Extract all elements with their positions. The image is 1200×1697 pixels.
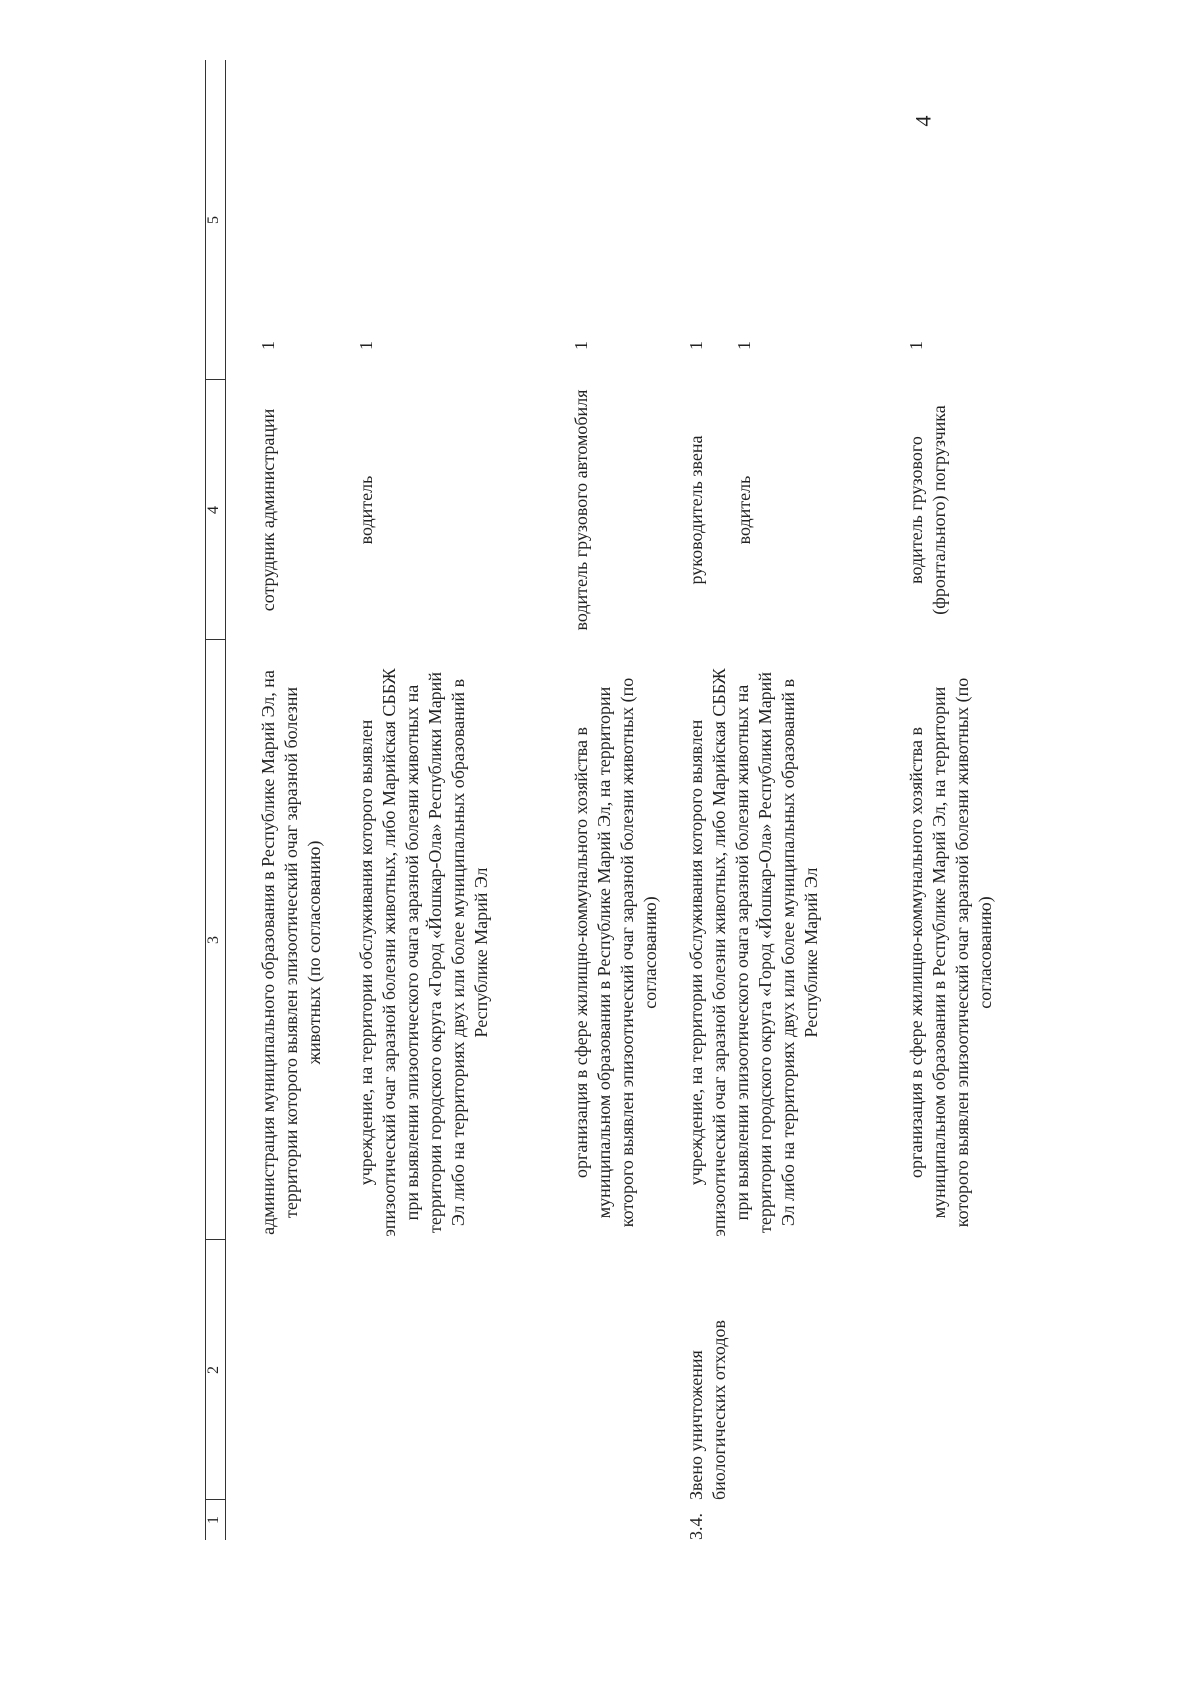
header-col-5: 5	[205, 216, 222, 224]
table-row-count: 1	[356, 341, 376, 350]
table-row-position: водитель	[356, 475, 376, 545]
table-row-count: 1	[258, 341, 278, 350]
table-row-org: организация в сфере жилищно-коммунального хозяйства в муниципальном образовании в Республике Марий Эл, на территории которого выявлен эпизоотический очаг заразной болезни животных (по согласованию)	[906, 677, 995, 1228]
header-col-2: 2	[205, 1366, 222, 1374]
table-row-position: водитель грузового автомобиля	[571, 389, 591, 631]
table-row-org: учреждение, на территории обслуживания которого выявлен эпизоотический очаг заразной болезни животных, либо Марийская СББЖ при выявлении эпизоотического очага заразной болезни животных на территории городского округа «Город «Йошкар-Ола» Республики Марий Эл либо на территориях двух или более муниципальных образований в Республике Марий Эл	[356, 668, 491, 1237]
table-row-count: 1	[686, 341, 706, 350]
table-header-line	[225, 60, 226, 1540]
page-number: 4	[910, 115, 936, 127]
header-col-1: 1	[205, 1516, 222, 1524]
table-row-position: руководитель звена	[686, 435, 706, 585]
header-col-4: 4	[205, 506, 222, 514]
table-row-position: водитель грузового (фронтального) погрузчика	[906, 405, 949, 615]
table-row-name: Звено уничтожения биологических отходов	[686, 1320, 729, 1500]
table-row-count: 1	[906, 341, 926, 350]
header-col-3: 3	[205, 936, 222, 944]
table-row-count: 1	[734, 341, 754, 350]
table-row-position: сотрудник администрации	[258, 408, 278, 612]
table-row-org: учреждение, на территории обслуживания которого выявлен эпизоотический очаг заразной болезни животных, либо Марийская СББЖ при выявлении эпизоотического очага заразной болезни животных на территории городского округа «Город «Йошкар-Ола» Республики Марий Эл либо на территориях двух или более муниципальных образований в Республике Марий Эл	[686, 668, 821, 1237]
table-row-count: 1	[571, 341, 591, 350]
table-row-org: администрация муниципального образования в Республике Марий Эл, на территории которого выявлен эпизоотический очаг заразной болезни животных (по согласованию)	[258, 670, 324, 1235]
rotated-table	[205, 60, 1200, 1540]
table-row-position: водитель	[734, 475, 754, 545]
table-row-org: организация в сфере жилищно-коммунального хозяйства в муниципальном образовании в Республике Марий Эл, на территории которого выявлен эпизоотический очаг заразной болезни животных (по согласованию)	[571, 677, 660, 1228]
table-row-num: 3.4.	[686, 1513, 706, 1540]
